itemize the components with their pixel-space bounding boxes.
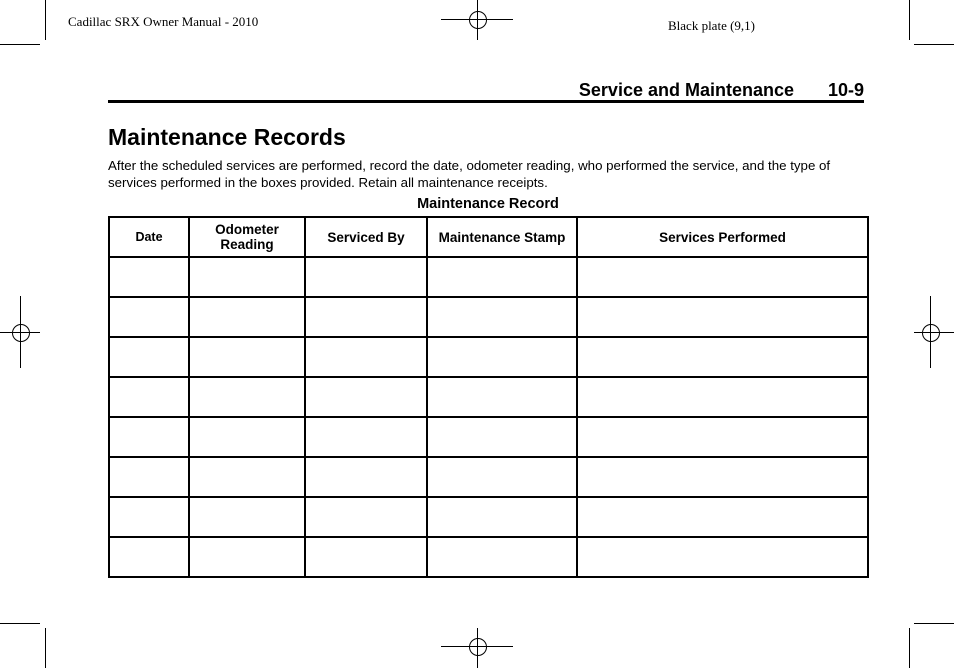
crop-mark: [0, 623, 40, 624]
table-cell: [305, 497, 427, 537]
registration-mark: [469, 638, 487, 656]
table-row: [109, 457, 868, 497]
table-cell: [305, 337, 427, 377]
table-cell: [427, 497, 577, 537]
column-header-maintenance-stamp: Maintenance Stamp: [427, 217, 577, 257]
registration-mark: [922, 324, 940, 342]
table-cell: [427, 257, 577, 297]
table-cell: [109, 417, 189, 457]
table-row: [109, 417, 868, 457]
table-cell: [427, 537, 577, 577]
table-row: [109, 537, 868, 577]
table-cell: [109, 377, 189, 417]
table-cell: [109, 497, 189, 537]
table-caption: Maintenance Record: [417, 196, 559, 212]
table-cell: [189, 257, 305, 297]
section-title: Service and Maintenance: [578, 80, 794, 100]
table-cell: [189, 337, 305, 377]
table-cell: [577, 337, 868, 377]
table-cell: [427, 337, 577, 377]
page-title: Maintenance Records: [108, 124, 346, 150]
column-header-odometer-reading: Odometer Reading: [189, 217, 305, 257]
table-cell: [577, 457, 868, 497]
table-cell: [109, 457, 189, 497]
table-cell: [189, 417, 305, 457]
table-cell: [577, 377, 868, 417]
table-cell: [305, 377, 427, 417]
table-cell: [427, 417, 577, 457]
crop-mark: [45, 0, 46, 40]
table-cell: [577, 497, 868, 537]
maintenance-record-table: [108, 216, 869, 578]
table-cell: [189, 497, 305, 537]
crop-mark: [45, 628, 46, 668]
registration-mark: [469, 11, 487, 29]
table-cell: [189, 297, 305, 337]
table-cell: [577, 537, 868, 577]
table-cell: [189, 537, 305, 577]
crop-mark: [0, 44, 40, 45]
page-number: 10-9: [827, 80, 864, 100]
table-cell: [577, 297, 868, 337]
registration-mark: [12, 324, 30, 342]
table-body: [109, 257, 868, 577]
crop-mark: [909, 0, 910, 40]
table-header-row: [109, 217, 868, 257]
table-row: [109, 337, 868, 377]
table-cell: [427, 377, 577, 417]
table-row: [109, 497, 868, 537]
table-cell: [577, 257, 868, 297]
table-cell: [577, 417, 868, 457]
table-row: [109, 297, 868, 337]
plate-label-left: Cadillac SRX Owner Manual - 2010: [68, 14, 259, 29]
table-cell: [109, 257, 189, 297]
table-cell: [109, 537, 189, 577]
plate-label-right: Black plate (9,1): [668, 18, 755, 33]
intro-paragraph: After the scheduled services are performed, record the date, odometer reading, who performed the service, and the type of services performed in the boxes provided. Retain all maintenance receipts.: [108, 158, 831, 190]
table-cell: [427, 297, 577, 337]
crop-mark: [909, 628, 910, 668]
table-cell: [305, 417, 427, 457]
column-header-date: Date: [109, 217, 189, 257]
table-cell: [305, 257, 427, 297]
table-cell: [109, 337, 189, 377]
table-cell: [189, 377, 305, 417]
table-cell: [109, 297, 189, 337]
crop-mark: [914, 44, 954, 45]
table-row: [109, 257, 868, 297]
table-cell: [305, 537, 427, 577]
column-header-services-performed: Services Performed: [577, 217, 868, 257]
crop-mark: [914, 623, 954, 624]
table-cell: [305, 297, 427, 337]
table-row: [109, 377, 868, 417]
table-cell: [189, 457, 305, 497]
running-header: [108, 80, 864, 103]
table-cell: [427, 457, 577, 497]
table-cell: [305, 457, 427, 497]
column-header-serviced-by: Serviced By: [305, 217, 427, 257]
